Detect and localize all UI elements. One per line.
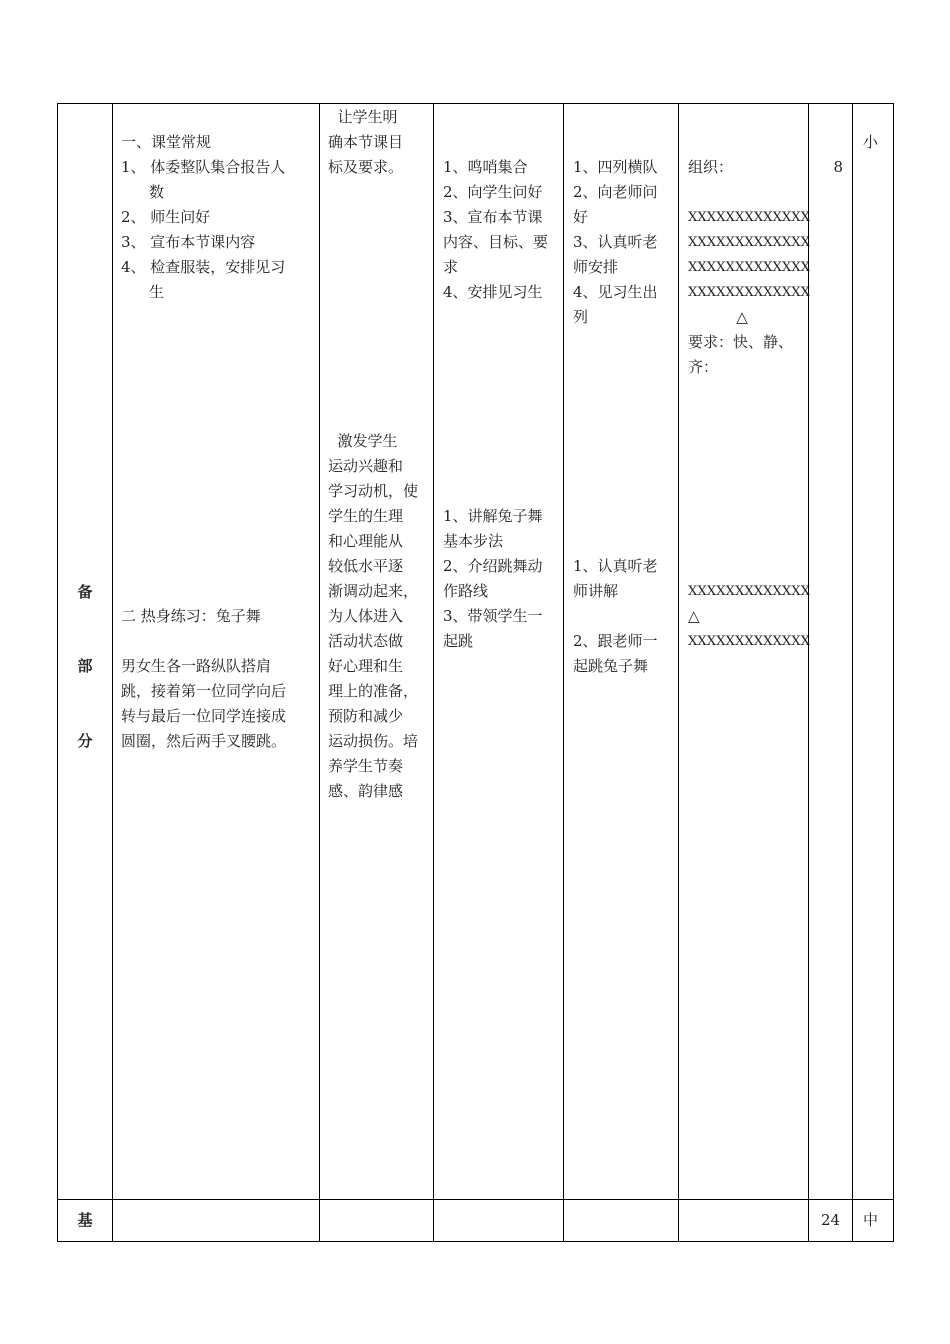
goal-line: 学习动机，使	[328, 482, 419, 500]
routine-item: 1、 体委整队集合报告人	[121, 158, 286, 176]
requirement-line: 要求：快、静、	[688, 333, 794, 351]
routine-item: 2、 师生问好	[121, 208, 211, 226]
teacher-position-mark: △	[688, 607, 700, 625]
time-cell	[809, 104, 853, 1200]
teacher-position-mark: △	[736, 308, 748, 326]
section-label-cell	[58, 104, 113, 1200]
warmup-desc-line: 跳，接着第一位同学向后	[121, 682, 287, 700]
goal-line: 感、韵律感	[328, 782, 404, 800]
routine-item: 3、 宣布本节课内容	[121, 233, 256, 251]
routine-title: 一、课堂常规	[121, 133, 212, 151]
goal-line: 和心理能从	[328, 532, 404, 550]
goal-line: 激发学生	[328, 432, 398, 450]
goal-line: 运动损伤。培	[328, 732, 419, 750]
formation-row: XXXXXXXXXXXXX	[688, 634, 811, 649]
teacher-step: 1、讲解兔子舞	[443, 507, 543, 525]
basic-part-row	[58, 1200, 894, 1242]
student-activity-cell	[564, 1200, 679, 1242]
content-cell	[113, 104, 320, 1200]
organization-cell	[679, 1200, 809, 1242]
warmup-desc-line: 转与最后一位同学连接成	[121, 707, 287, 725]
section-label-cell	[58, 1200, 113, 1242]
teacher-step: 作路线	[443, 582, 489, 600]
warmup-desc-line: 圆圈，然后两手叉腰跳。	[121, 732, 287, 750]
formation-row: XXXXXXXXXXXXX	[688, 210, 811, 225]
goal-line: 养学生节奏	[328, 757, 404, 775]
teacher-step: 3、宣布本节课	[443, 208, 543, 226]
requirement-line: 齐：	[688, 358, 719, 376]
content-cell	[113, 1200, 320, 1242]
time-value: 24	[820, 1211, 841, 1229]
teacher-step: 2、介绍跳舞动	[443, 557, 543, 575]
preparation-part-row	[58, 104, 894, 1200]
teacher-activity-cell	[434, 104, 564, 1200]
teacher-activity-cell	[434, 1200, 564, 1242]
teacher-step: 起跳	[443, 632, 474, 650]
goal-line: 预防和减少	[328, 707, 404, 725]
teacher-step: 2、向学生问好	[443, 183, 543, 201]
student-step: 师安排	[573, 258, 619, 276]
warmup-title: 二 热身练习：兔子舞	[121, 607, 261, 625]
warmup-desc-line: 男女生各一路纵队搭肩	[121, 657, 272, 675]
goals-cell	[320, 1200, 434, 1242]
student-step: 4、见习生出	[573, 283, 658, 301]
organization-label: 组织：	[688, 158, 734, 176]
goal-line: 确本节课目	[328, 133, 404, 151]
goal-line: 学生的生理	[328, 507, 404, 525]
goal-line: 好心理和生	[328, 657, 404, 675]
goal-line: 为人体进入	[328, 607, 404, 625]
student-step: 1、四列横队	[573, 158, 658, 176]
formation-row: XXXXXXXXXXXXX	[688, 235, 811, 250]
teacher-step: 4、安排见习生	[443, 283, 543, 301]
goal-line: 渐调动起来，	[328, 582, 419, 600]
goal-line: 较低水平逐	[328, 557, 404, 575]
teacher-step: 基本步法	[443, 532, 504, 550]
goal-line: 活动状态做	[328, 632, 404, 650]
intensity-value: 中	[863, 1211, 879, 1229]
intensity-value: 小	[863, 133, 879, 151]
routine-item: 4、 检查服装，安排见习	[121, 258, 286, 276]
student-step: 2、跟老师一	[573, 632, 658, 650]
goal-line: 标及要求。	[328, 158, 404, 176]
student-step: 师讲解	[573, 582, 619, 600]
section-label-char: 分	[77, 732, 93, 750]
student-step: 1、认真听老	[573, 557, 658, 575]
organization-cell	[679, 104, 809, 1200]
student-activity-cell	[564, 104, 679, 1200]
lesson-plan-table	[57, 103, 894, 1242]
student-step: 2、向老师问	[573, 183, 658, 201]
routine-item-cont: 数	[149, 183, 165, 201]
goal-line: 运动兴趣和	[328, 457, 404, 475]
formation-row: XXXXXXXXXXXXX	[688, 260, 811, 275]
routine-item-cont: 生	[149, 283, 165, 301]
student-step: 好	[573, 208, 589, 226]
goal-line: 理上的准备，	[328, 682, 419, 700]
teacher-step: 内容、目标、要	[443, 233, 549, 251]
section-label-char: 部	[77, 657, 93, 675]
section-label-char: 备	[77, 583, 93, 601]
student-step: 起跳兔子舞	[573, 657, 649, 675]
teacher-step: 1、鸣哨集合	[443, 158, 528, 176]
teacher-step: 3、带领学生一	[443, 607, 543, 625]
intensity-cell	[853, 1200, 894, 1242]
teacher-step: 求	[443, 258, 459, 276]
goals-cell	[320, 104, 434, 1200]
intensity-cell	[853, 104, 894, 1200]
goal-line: 让学生明	[328, 108, 398, 126]
student-step: 列	[573, 308, 589, 326]
formation-row: XXXXXXXXXXXXX	[688, 285, 811, 300]
student-step: 3、认真听老	[573, 233, 658, 251]
formation-row: XXXXXXXXXXXXX	[688, 584, 811, 599]
time-value: 8	[833, 158, 843, 176]
section-label-char: 基	[77, 1211, 93, 1229]
time-cell	[809, 1200, 853, 1242]
